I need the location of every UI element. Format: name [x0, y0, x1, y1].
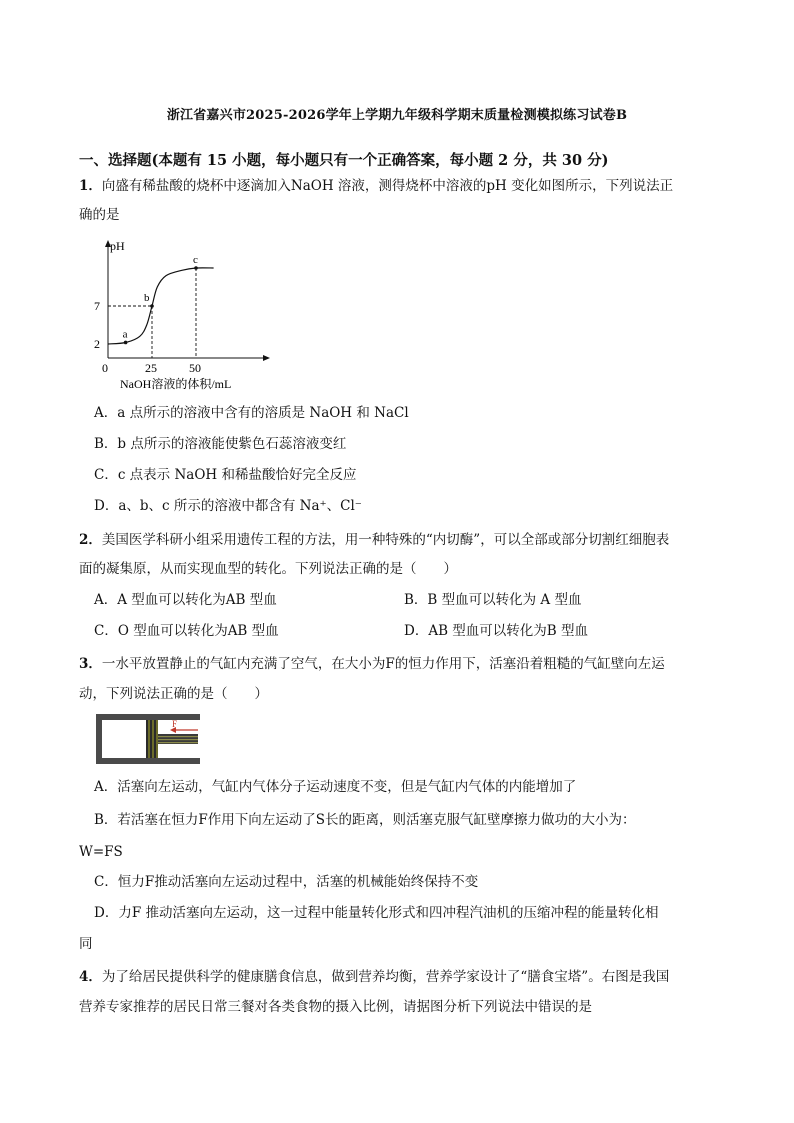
x-tick-label: 50 — [189, 361, 201, 375]
question-text: 为了给居民提供科学的健康膳食信息，做到营养均衡，营养学家设计了“膳食宝塔”。右图是我国 — [101, 969, 670, 985]
question-4-line-2: 营养专家推荐的居民日常三餐对各类食物的摄入比例，请据图分析下列说法中错误的是 — [79, 999, 592, 1015]
force-label: F — [172, 719, 178, 729]
point-a — [124, 341, 128, 345]
chart-guides — [108, 268, 196, 358]
question-text: 向盛有稀盐酸的烧杯中逐滴加入NaOH 溶液，测得烧杯中溶液的pH 变化如图所示，下列说法正 — [101, 178, 674, 194]
piston-rod-stripes — [158, 736, 198, 743]
section-heading: 一、选择题(本题有 15 小题，每小题只有一个正确答案，每小题 2 分，共 30 分) — [79, 152, 609, 169]
question-2-line-2: 面的凝集原，从而实现血型的转化。下列说法正确的是（ ） — [79, 561, 457, 577]
point-c — [194, 266, 198, 270]
y-tick-label: 7 — [94, 299, 100, 313]
question-1-line-2: 确的是 — [79, 207, 120, 223]
point-label-c: c — [193, 254, 198, 266]
question-3-option-d-continued: 同 — [79, 936, 93, 952]
x-axis-label: NaOH溶液的体积/mL — [120, 377, 232, 391]
piston-stripes — [148, 720, 158, 758]
question-1-line-1 — [79, 176, 719, 196]
cylinder-top-wall — [96, 714, 200, 720]
question-text: 美国医学科研小组采用遗传工程的方法，用一种特殊的“内切酶”，可以全部或部分切割红细胞表 — [101, 532, 670, 548]
question-2-option-c: C．O 型血可以转化为AB 型血 — [94, 623, 279, 639]
question-3-option-a: A．活塞向左运动，气缸内气体分子运动速度不变，但是气缸内气体的内能增加了 — [94, 779, 577, 795]
x-tick-label: 0 — [102, 361, 108, 375]
point-label-a: a — [122, 328, 128, 341]
exam-title: 浙江省嘉兴市2025-2026学年上学期九年级科学期末质量检测模拟练习试卷B — [166, 108, 628, 123]
x-axis-arrow — [263, 355, 270, 361]
x-tick-label: 25 — [145, 361, 157, 375]
question-1-option-d: D．a、b、c 所示的溶液中都含有 Na⁺、Cl⁻ — [94, 498, 362, 514]
question-number: 3． — [79, 656, 102, 672]
point-label-b: b — [144, 292, 150, 304]
question-4-line-1 — [79, 967, 719, 987]
question-2-line-1 — [79, 530, 719, 550]
question-2-option-a: A．A 型血可以转化为AB 型血 — [94, 592, 277, 608]
question-1-option-c: C．c 点表示 NaOH 和稀盐酸恰好完全反应 — [94, 467, 357, 483]
cylinder-left-wall — [96, 714, 102, 764]
question-3-line-2: 动，下列说法正确的是（ ） — [79, 686, 268, 702]
question-3-option-b: B．若活塞在恒力F作用下向左运动了S长的距离，则活塞克服气缸壁摩擦力做功的大小为： — [94, 812, 636, 828]
y-tick-label: 2 — [94, 337, 100, 351]
question-2-option-b: B．B 型血可以转化为 A 型血 — [404, 592, 582, 608]
question-number: 4． — [79, 969, 102, 985]
question-1-option-a: A．a 点所示的溶液中含有的溶质是 NaOH 和 NaCl — [94, 405, 409, 421]
question-number: 1． — [79, 178, 102, 194]
chart-ticks — [94, 299, 201, 375]
question-3-option-c: C．恒力F推动活塞向左运动过程中，活塞的机械能始终保持不变 — [94, 874, 479, 890]
question-3-line-1 — [79, 654, 719, 674]
question-1-option-b: B．b 点所示的溶液能使紫色石蕊溶液变红 — [94, 436, 347, 452]
ph-chart — [86, 234, 286, 394]
piston-cylinder-figure — [96, 714, 202, 764]
y-axis-label: pH — [110, 239, 125, 253]
point-b — [150, 304, 154, 308]
question-3-option-b-continued: W=FS — [79, 844, 123, 860]
question-text: 一水平放置静止的气缸内充满了空气，在大小为F的恒力作用下，活塞沿着粗糙的气缸壁向左运 — [101, 656, 665, 672]
chart-axes — [105, 240, 270, 361]
cylinder-bottom-wall — [96, 758, 200, 764]
chart-points — [123, 254, 198, 344]
question-number: 2． — [79, 532, 102, 548]
question-2-option-d: D．AB 型血可以转化为B 型血 — [404, 623, 588, 639]
question-3-option-d: D．力F 推动活塞向左运动，这一过程中能量转化形式和四冲程汽油机的压缩冲程的能量转化相 — [94, 905, 659, 921]
